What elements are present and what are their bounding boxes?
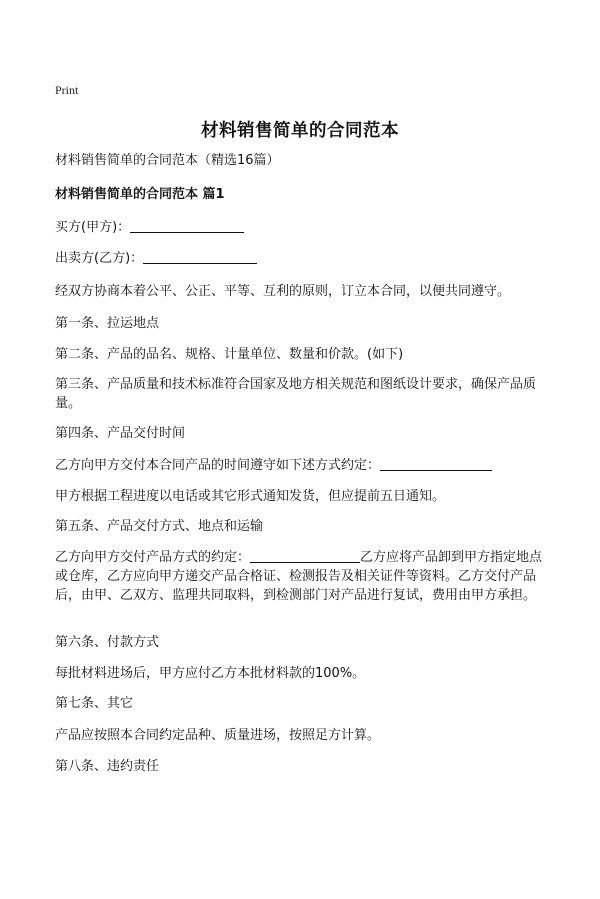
- article-5: 第五条、产品交付方式、地点和运输: [55, 519, 264, 534]
- article-3: 第三条、产品质量和技术标准符合国家及地方相关规范和图纸设计要求，确保产品质量。: [55, 377, 537, 411]
- document-title: 材料销售简单的合同范本: [201, 121, 399, 141]
- print-label: Print: [55, 83, 79, 97]
- delivery-time-blank: [380, 456, 492, 471]
- article-6: 第六条、付款方式: [55, 635, 160, 650]
- delivery-method-detail: 乙方应将产品卸到甲方指定地点或仓库，乙方应向甲方递交产品合格证、检测报告及相关证件等资料。乙方交付产品后，由甲、乙双方、监理共同取料，到检测部门对产品进行复试，费用由甲方承担。: [55, 550, 543, 603]
- payment-paragraph: 每批材料进场后，甲方应付乙方本批材料款的100%。: [55, 666, 366, 681]
- article-2: 第二条、产品的品名、规格、计量单位、数量和价款。(如下): [55, 347, 404, 362]
- delivery-method-blank: [250, 548, 360, 563]
- delivery-method-intro: 乙方向甲方交付产品方式的约定：: [55, 550, 251, 565]
- buyer-blank: [130, 218, 244, 233]
- seller-label: 出卖方(乙方)：: [55, 251, 144, 266]
- seller-line: [55, 249, 550, 268]
- buyer-label: 买方(甲方)：: [55, 220, 131, 235]
- article-7: 第七条、其它: [55, 696, 134, 711]
- other-paragraph: 产品应按照本合同约定品种、质量进场，按照足方计算。: [55, 728, 381, 743]
- notice-paragraph: 甲方根据工程进度以电话或其它形式通知发货，但应提前五日通知。: [55, 489, 446, 504]
- buyer-line: [55, 218, 550, 237]
- article-1: 第一条、拉运地点: [55, 316, 160, 331]
- section-heading: 材料销售简单的合同范本 篇1: [55, 187, 225, 202]
- document-subtitle: 材料销售简单的合同范本（精选16篇）: [55, 153, 280, 168]
- delivery-method-paragraph: [55, 548, 550, 605]
- article-4: 第四条、产品交付时间: [55, 426, 186, 441]
- intro-paragraph: 经双方协商本着公平、公正、平等、互利的原则，订立本合同，以便共同遵守。: [55, 284, 511, 299]
- article-8: 第八条、违约责任: [55, 759, 160, 774]
- delivery-time-line: [55, 456, 550, 475]
- seller-blank: [143, 249, 257, 264]
- delivery-time-text: 乙方向甲方交付本合同产品的时间遵守如下述方式约定：: [55, 458, 381, 473]
